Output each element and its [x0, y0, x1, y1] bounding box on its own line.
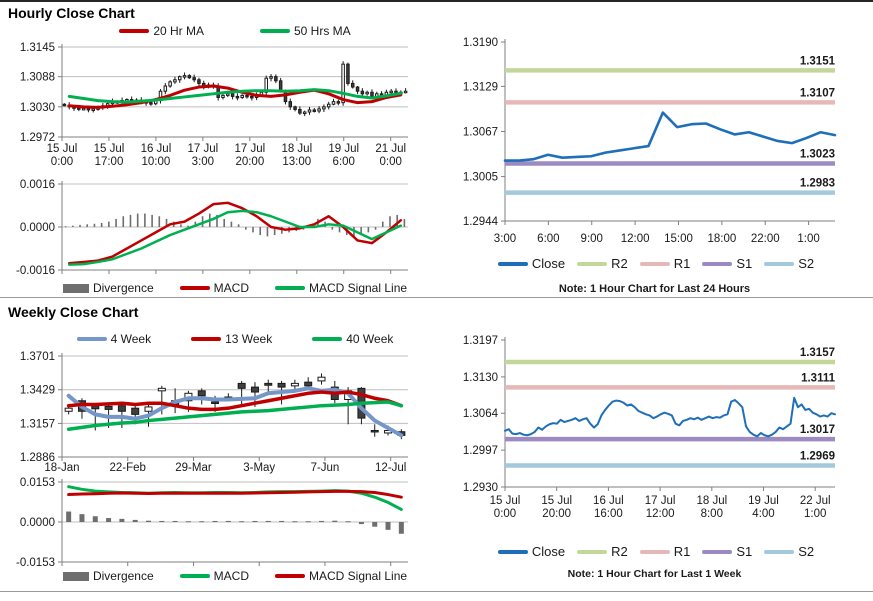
- legend-label: S1: [736, 544, 753, 559]
- legend-label: S1: [736, 256, 753, 271]
- legend-item: [275, 569, 407, 583]
- legend-label: Divergence: [92, 281, 154, 295]
- legend-item: [63, 281, 154, 295]
- legend-label: S2: [798, 544, 815, 559]
- svg-text:18 Jul8:00: 18 Jul 8:00: [696, 495, 728, 520]
- svg-text:22-Feb: 22-Feb: [109, 462, 146, 474]
- legend-label: 13 Week: [225, 332, 273, 346]
- legend-item: [63, 569, 154, 583]
- line-swatch-icon: [191, 337, 221, 341]
- legend-item: [260, 24, 351, 38]
- line-swatch-icon: [180, 286, 210, 290]
- line-swatch-icon: [275, 286, 305, 290]
- svg-text:1.3197: 1.3197: [462, 335, 498, 347]
- hourly-pivot-note: Note: 1 Hour Chart for Last 24 Hours: [558, 283, 751, 295]
- hourly-ma-legend: [62, 24, 408, 38]
- legend-item: [180, 281, 249, 295]
- legend-label: MACD: [213, 569, 249, 583]
- line-swatch-icon: [312, 337, 342, 341]
- weekly-pivot-legend: [446, 544, 866, 559]
- legend-label: R2: [611, 544, 628, 559]
- svg-text:1.3130: 1.3130: [462, 371, 498, 384]
- legend-label: Close: [531, 544, 566, 559]
- line-swatch-icon: [577, 262, 607, 266]
- legend-item: [498, 544, 565, 559]
- hourly-price-chart: [0, 38, 436, 178]
- svg-text:1.3067: 1.3067: [462, 126, 498, 139]
- legend-item: [640, 544, 691, 559]
- legend-item: [191, 332, 272, 346]
- svg-text:1.3701: 1.3701: [19, 351, 55, 363]
- hourly-section-title: Hourly Close Chart: [8, 5, 135, 21]
- line-swatch-icon: [764, 262, 794, 266]
- svg-text:17 Jul3:00: 17 Jul 3:00: [187, 143, 219, 168]
- svg-text:1.3030: 1.3030: [19, 101, 55, 114]
- bar-swatch-icon: [63, 572, 89, 581]
- svg-text:15 Jul17:00: 15 Jul 17:00: [93, 143, 125, 168]
- svg-text:12:00: 12:00: [620, 233, 650, 245]
- legend-label: 20 Hr MA: [153, 24, 204, 38]
- svg-text:-0.0016: -0.0016: [15, 265, 55, 277]
- legend-item: [702, 256, 752, 271]
- hourly-macd-chart: [0, 172, 436, 284]
- svg-text:1.3129: 1.3129: [462, 81, 498, 94]
- svg-text:1.3017: 1.3017: [799, 424, 835, 437]
- svg-text:19 Jul6:00: 19 Jul 6:00: [328, 143, 360, 168]
- hourly-pivot-chart: [436, 28, 873, 260]
- svg-text:21 Jul0:00: 21 Jul 0:00: [375, 143, 407, 168]
- weekly-macd-legend: [62, 569, 408, 583]
- svg-text:1.3145: 1.3145: [19, 42, 55, 54]
- weekly-section-title: Weekly Close Chart: [8, 304, 139, 320]
- svg-text:1.2983: 1.2983: [799, 177, 835, 190]
- svg-text:1.3157: 1.3157: [19, 418, 55, 431]
- legend-label: Divergence: [92, 569, 154, 583]
- svg-text:9:00: 9:00: [580, 233, 603, 245]
- section-divider: [0, 297, 873, 298]
- legend-label: R1: [673, 544, 691, 559]
- weekly-pivot-note: Note: 1 Hour Chart for Last 1 Week: [567, 568, 742, 580]
- legend-item: [640, 256, 691, 271]
- svg-text:-0.0153: -0.0153: [15, 557, 55, 569]
- hourly-macd-legend: [62, 281, 408, 295]
- svg-text:1.3111: 1.3111: [801, 372, 835, 385]
- weekly-macd-chart: [0, 470, 436, 570]
- svg-text:1.2886: 1.2886: [19, 452, 55, 464]
- svg-text:17 Jul20:00: 17 Jul 20:00: [234, 143, 266, 168]
- svg-text:6:00: 6:00: [537, 233, 560, 245]
- line-swatch-icon: [260, 29, 290, 33]
- svg-text:12-Jul: 12-Jul: [375, 462, 407, 474]
- line-swatch-icon: [180, 574, 210, 578]
- svg-text:0.0000: 0.0000: [19, 222, 55, 234]
- svg-text:3:00: 3:00: [493, 233, 517, 245]
- svg-text:15 Jul0:00: 15 Jul 0:00: [46, 143, 78, 168]
- svg-text:16 Jul16:00: 16 Jul 16:00: [593, 495, 624, 520]
- svg-text:17 Jul12:00: 17 Jul 12:00: [644, 495, 676, 520]
- line-swatch-icon: [275, 574, 305, 578]
- legend-label: Close: [531, 256, 566, 271]
- legend-label: R2: [611, 256, 628, 271]
- legend-item: [312, 332, 393, 346]
- svg-text:0.0000: 0.0000: [19, 517, 55, 529]
- svg-text:1.2972: 1.2972: [19, 132, 55, 144]
- bar-swatch-icon: [63, 284, 89, 293]
- legend-item: [764, 256, 814, 271]
- svg-text:1.3157: 1.3157: [799, 347, 835, 360]
- legend-item: [577, 544, 628, 559]
- legend-item: [498, 256, 565, 271]
- svg-text:22:00: 22:00: [750, 233, 780, 245]
- svg-text:7-Jun: 7-Jun: [310, 462, 340, 474]
- line-swatch-icon: [119, 29, 149, 33]
- svg-text:15 Jul20:00: 15 Jul 20:00: [541, 495, 573, 520]
- legend-label: 40 Week: [346, 332, 394, 346]
- legend-item: [275, 281, 407, 295]
- weekly-ma-legend: [62, 332, 408, 346]
- svg-text:15 Jul0:00: 15 Jul 0:00: [489, 495, 521, 520]
- hourly-pivot-legend: [446, 256, 866, 271]
- line-swatch-icon: [498, 262, 528, 266]
- line-swatch-icon: [577, 550, 607, 554]
- svg-text:3-May: 3-May: [243, 462, 276, 474]
- legend-label: MACD Signal Line: [309, 281, 408, 295]
- line-swatch-icon: [498, 550, 528, 554]
- svg-text:1:00: 1:00: [797, 233, 820, 245]
- bottom-border: [0, 591, 873, 592]
- weekly-price-chart: [0, 345, 436, 481]
- line-swatch-icon: [702, 262, 732, 266]
- svg-text:0.0153: 0.0153: [19, 477, 55, 489]
- svg-text:1.3064: 1.3064: [462, 408, 498, 421]
- legend-item: [577, 256, 628, 271]
- legend-label: R1: [673, 256, 691, 271]
- svg-text:1.2997: 1.2997: [462, 445, 498, 458]
- legend-item: [77, 332, 151, 346]
- legend-label: S2: [798, 256, 815, 271]
- svg-text:16 Jul10:00: 16 Jul 10:00: [140, 143, 172, 168]
- line-swatch-icon: [640, 262, 670, 266]
- svg-text:1.2944: 1.2944: [462, 216, 498, 228]
- svg-text:15:00: 15:00: [664, 233, 693, 245]
- svg-text:1.3151: 1.3151: [799, 55, 835, 68]
- svg-text:1.3023: 1.3023: [799, 148, 835, 161]
- legend-item: [764, 544, 814, 559]
- top-border: [0, 0, 873, 2]
- svg-text:1.3107: 1.3107: [799, 87, 835, 100]
- legend-label: 50 Hrs MA: [294, 24, 351, 38]
- legend-label: MACD: [213, 281, 249, 295]
- svg-text:1.3005: 1.3005: [462, 171, 498, 184]
- weekly-pivot-chart: [436, 328, 873, 538]
- svg-text:18 Jul13:00: 18 Jul 13:00: [281, 143, 313, 168]
- svg-text:18:00: 18:00: [707, 233, 737, 245]
- legend-item: [180, 569, 249, 583]
- svg-text:1.3088: 1.3088: [19, 71, 55, 84]
- svg-text:22 Jul1:00: 22 Jul 1:00: [799, 495, 831, 520]
- line-swatch-icon: [640, 550, 670, 554]
- line-swatch-icon: [764, 550, 794, 554]
- legend-item: [702, 544, 752, 559]
- svg-text:1.3190: 1.3190: [462, 37, 498, 49]
- svg-text:1.3429: 1.3429: [19, 384, 55, 397]
- svg-text:0.0016: 0.0016: [19, 179, 55, 191]
- svg-text:19 Jul4:00: 19 Jul 4:00: [748, 495, 779, 520]
- line-swatch-icon: [77, 337, 107, 341]
- legend-label: MACD Signal Line: [309, 569, 408, 583]
- svg-text:1.2930: 1.2930: [462, 482, 498, 494]
- line-swatch-icon: [702, 550, 732, 554]
- legend-item: [119, 24, 204, 38]
- legend-label: 4 Week: [110, 332, 152, 346]
- svg-text:29-Mar: 29-Mar: [175, 462, 212, 474]
- svg-text:1.2969: 1.2969: [799, 450, 835, 463]
- svg-text:18-Jan: 18-Jan: [44, 462, 80, 474]
